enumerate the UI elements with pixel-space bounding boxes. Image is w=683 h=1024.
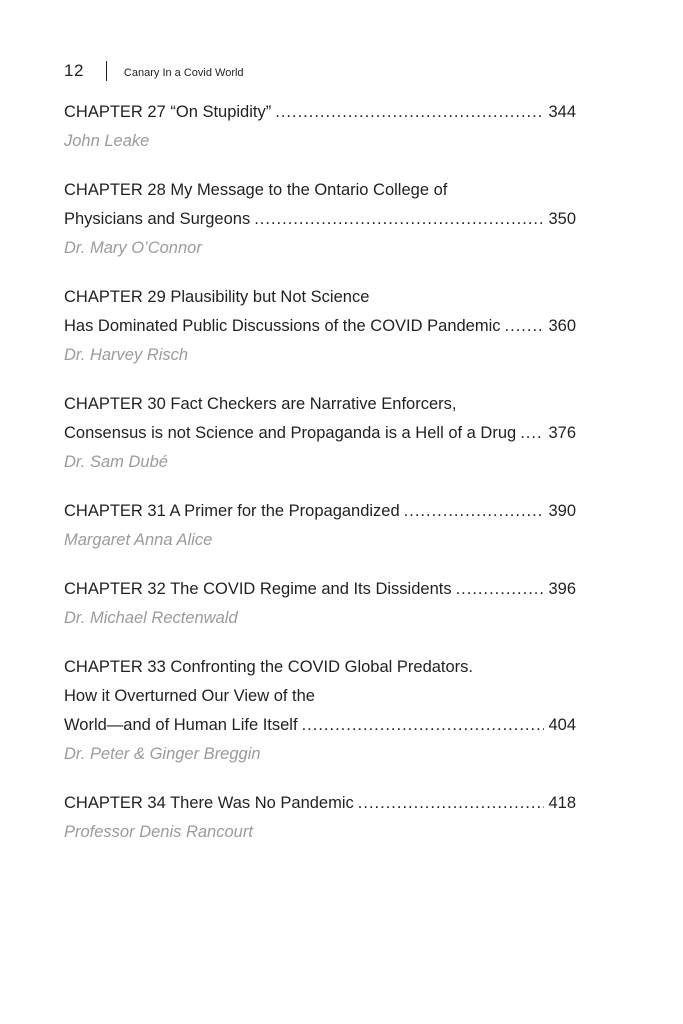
dot-leader <box>254 205 544 234</box>
chapter-title-line: CHAPTER 30 Fact Checkers are Narrative Enforcers, <box>64 395 457 413</box>
header-separator <box>106 61 107 81</box>
chapter-title-line: Consensus is not Science and Propaganda is a Hell of a Drug <box>64 424 517 442</box>
dot-leader <box>505 312 545 341</box>
chapter-title-line: How it Overturned Our View of the <box>64 687 315 705</box>
chapter-leader-line <box>64 419 576 448</box>
chapter-page-number: 404 <box>548 716 576 734</box>
chapter-leader-line <box>64 575 576 604</box>
toc-entry <box>64 497 576 555</box>
chapter-title-line: CHAPTER 27 “On Stupidity” <box>64 103 272 121</box>
chapter-leader-line <box>64 98 576 127</box>
chapter-leader-line <box>64 205 576 234</box>
toc-entry <box>64 390 576 477</box>
chapter-author: Dr. Sam Dubé <box>64 453 168 471</box>
dot-leader <box>520 419 544 448</box>
dot-leader <box>302 711 545 740</box>
toc-entry <box>64 653 576 769</box>
page-number: 12 <box>64 61 84 80</box>
chapter-title-line: Physicians and Surgeons <box>64 210 251 228</box>
chapter-author: Dr. Peter & Ginger Breggin <box>64 745 261 763</box>
chapter-author: John Leake <box>64 132 150 150</box>
dot-leader <box>404 497 545 526</box>
chapter-title-line: CHAPTER 31 A Primer for the Propagandized <box>64 502 400 520</box>
table-of-contents <box>64 98 576 867</box>
running-title: Canary In a Covid World <box>123 66 244 79</box>
chapter-page-number: 418 <box>548 794 576 812</box>
chapter-leader-line <box>64 711 576 740</box>
chapter-page-number: 390 <box>548 502 576 520</box>
chapter-title-line: CHAPTER 33 Confronting the COVID Global Predators. <box>64 658 474 676</box>
chapter-page-number: 396 <box>548 580 576 598</box>
chapter-author: Professor Denis Rancourt <box>64 823 253 841</box>
chapter-author: Dr. Harvey Risch <box>64 346 189 364</box>
chapter-title-line: CHAPTER 28 My Message to the Ontario College of <box>64 181 448 199</box>
chapter-page-number: 344 <box>548 103 576 121</box>
dot-leader <box>358 789 545 818</box>
chapter-title-line: Has Dominated Public Discussions of the COVID Pandemic <box>64 317 501 335</box>
chapter-title-line: CHAPTER 32 The COVID Regime and Its Dissidents <box>64 580 452 598</box>
toc-entry <box>64 283 576 370</box>
toc-entry <box>64 98 576 156</box>
chapter-author: Dr. Michael Rectenwald <box>64 609 238 627</box>
page-header <box>64 60 244 82</box>
chapter-title-line: CHAPTER 29 Plausibility but Not Science <box>64 288 370 306</box>
dot-leader <box>456 575 545 604</box>
dot-leader <box>275 98 544 127</box>
chapter-author: Dr. Mary O’Connor <box>64 239 202 257</box>
chapter-author: Margaret Anna Alice <box>64 531 213 549</box>
chapter-page-number: 360 <box>548 317 576 335</box>
chapter-leader-line <box>64 312 576 341</box>
chapter-leader-line <box>64 497 576 526</box>
toc-entry <box>64 176 576 263</box>
chapter-title-line: CHAPTER 34 There Was No Pandemic <box>64 794 354 812</box>
chapter-page-number: 376 <box>548 424 576 442</box>
chapter-leader-line <box>64 789 576 818</box>
chapter-page-number: 350 <box>548 210 576 228</box>
chapter-title-line: World—and of Human Life Itself <box>64 716 298 734</box>
toc-entry <box>64 789 576 847</box>
toc-entry <box>64 575 576 633</box>
